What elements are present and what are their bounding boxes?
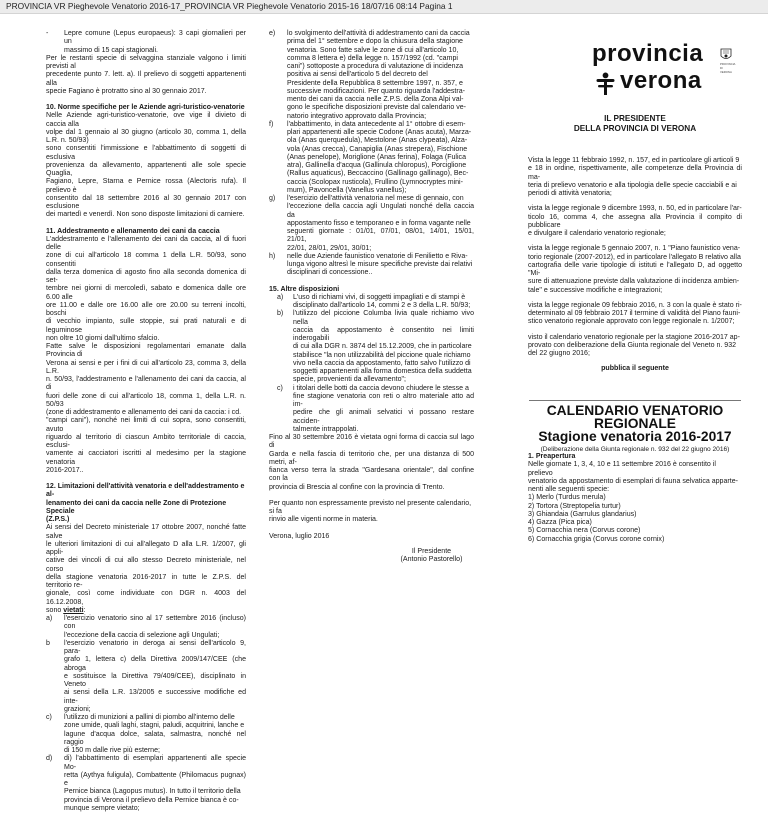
species-list-item: 1) Merlo (Turdus merula): [528, 494, 606, 502]
list-item: a) l'esercizio venatorio sino al 17 settembre 2016 (incluso) con l'eccezione della caccia di selezione agli Ungulati;: [46, 615, 246, 639]
list-item: c) l'utilizzo di munizioni a pallini di piombo all'interno delle zone umide, quali laghi, stagni, paludi, acquitrini, lanche e lagune d'acqua dolce, salata, salmastra, nonché nel raggio di 150 m dalle rive più esterne;: [46, 714, 246, 754]
species-list-item: 6) Cornacchia grigia (Corvus corone cornix): [528, 535, 665, 543]
species-list-item: 4) Gazza (Pica pica): [528, 519, 592, 526]
date-line: Verona, luglio 2016: [269, 532, 330, 540]
calendar-note: (Deliberazione della Giunta regionale n. 932 del 22 giugno 2016): [540, 446, 730, 453]
list-item: b) l'utilizzo del piccione Columba livia quale richiamo vivo nella caccia da appostamento è consentito nei limiti inderogabili di cui alla DGR n. 3874 del 15.12.2009, che in particolare stabilisce "la non utilizzabilità del piccione quale richiamo vivo nella caccia da appostamento, fatto salvo l'utilizzo di soggetti appartenenti alla forma domestica della suddetta specie, provenienti da allevamento";: [277, 310, 474, 384]
list-item: e) lo svolgimento dell'attività di addestramento cani da caccia prima del 1° settembre e dopo la chiusura della stagione venatoria. Sono fatte salve le zone di cui all'articolo 10, comma 8 lettera e) della legge n. 157/1992 (cd. "campi cani") sottoposte a procedura di valutazione di incidenza positiva ai sensi dell'articolo 5 del decreto del Presidente della Repubblica 8 settembre 1997, n. 357, e successive modificazioni. Per quanto riguarda l'addestra- mento dei cani da caccia nelle Z.P.S. della Zona Alpi val- gono le specifiche disposizioni previste dal calendario ve- natorio integrativo approvato dalla Provincia;: [269, 30, 470, 120]
list-item: d) di) l'abbattimento di esemplari appartenenti alle specie Mo- retta (Aythya fuligula), Combattente (Philomacus pugnax) e Pernice bianca (Lagopus mutus). In tutto il territorio della provincia di Verona il prelievo della Pernice bianca è co- munque sempre vietato;: [46, 755, 246, 812]
list-item: b l'esercizio venatorio in deroga ai sensi dell'articolo 9, para- grafo 1, lettera c) della Direttiva 2009/147/CEE (che abroga e sostituisce la Direttiva 79/409/CEE), disciplinato in Veneto ai sensi della L.R. 13/2005 e successive modifiche ed inte- grazioni;: [46, 639, 246, 713]
column-3: [528, 157, 742, 374]
list-item: a) L'uso di richiami vivi, di soggetti impagliati e di stampi è disciplinato dall'articolo 14, commi 2 e 3 della L.R. 50/93;: [277, 293, 471, 309]
closing-paragraph-1: Fino al 30 settembre 2016 è vietata ogni forma di caccia sul lago di Garda e nella fascia di territorio che, per una distanza di 500 metri, af- fianca verso terra la strada "Gardesana orientale", dal confine con la provincia di Brescia al confine con la provincia di Trento.: [269, 434, 474, 491]
recital: vista la legge regionale 5 gennaio 2007, n. 1 "Piano faunistico vena- torio regionale (2007-2012), ed in particolare l'allegato B relativo alla cartografia delle varie tipologie di istituti e l'allegato D, ad oggetto "Mi- sure di attenuazione previste dalla valutazione di incidenza ambien- tale" e successive modifiche e integrazioni;: [528, 245, 742, 294]
section-11-title: 11. Addestramento e allenamento dei cani da caccia: [46, 227, 220, 235]
signature: Il Presidente (Antonio Pastorello): [400, 547, 463, 564]
section-12-text: Ai sensi del Decreto ministeriale 17 ottobre 2007, nonché fatte salve le ulteriori limitazioni di cui all'allegato D alla L.R. 1/2007, gli appli- cative dei vincoli di cui allo stesso Decreto ministeriale, nel corso della stagione venatoria 2016-2017 in tutte le Z.P.S. del territorio re- gionale, così come individuate con DGR n. 4003 del 16.12.2008, sono vietati:: [46, 524, 246, 614]
recital: Vista la legge 11 febbraio 1992, n. 157, ed in particolare gli articoli 9 e 18 in ordine, rispettivamente, alle competenze della Provincia di ma- teria di prelievo venatorio e alla tipologia delle specie cacciabili e ai periodi di attività venatoria;: [528, 157, 742, 197]
recital: vista la legge regionale 09 febbraio 2016, n. 3 con la quale è stato ri- determinato al 09 febbraio 2017 il termine di validità del Piano fauni- stico venatorio regionale approvato con legge regionale n. 1/2007;: [528, 301, 742, 326]
provincia-verona-logo: [592, 38, 736, 108]
publishes-line: pubblica il seguente: [601, 365, 669, 373]
logo-caption: PROVINCIA DI VERONA: [720, 62, 736, 74]
list-item: g) l'esercizio dell'attività venatoria nel mese di gennaio, con l'eccezione della caccia agli Ungulati nonché della caccia da appostamento fisso e temporaneo e in forma vagante nelle seguenti giornate : 01/01, 07/01, 08/01, 14/01, 15/01, 21/01, 22/01, 28/01, 29/01, 30/01;: [269, 195, 474, 252]
president-heading: IL PRESIDENTE DELLA PROVINCIA DI VERONA: [573, 114, 697, 133]
pdf-header-bar: [0, 0, 768, 14]
logo-word-verona: verona: [620, 67, 702, 94]
section-15-title: 15. Altre disposizioni: [269, 285, 340, 293]
column-1: [46, 30, 246, 813]
species-list-item: 3) Ghiandaia (Garrulus glandarius): [528, 510, 637, 518]
divider: [529, 400, 741, 401]
pdf-title: PROVINCIA VR Pieghevole Venatorio 2016-17_PROVINCIA VR Pieghevole Venatorio 2015-16 18/07/16 08:14 Pagina 1: [6, 1, 453, 11]
emblem-icon: [720, 48, 732, 61]
section-12-title: 12. Limitazioni dell'attività venatoria e dell'addestramento e al- lenamento dei cani da caccia nelle Zone di Protezione Speciale (Z.P.S.): [46, 483, 245, 523]
recital: visto il calendario venatorio regionale per la stagione 2016-2017 ap- provato con deliberazione della Giunta regionale del Veneto n. 932 del 22 giugno 2016;: [528, 333, 740, 357]
section-10-text: Nelle Aziende agri-turistico-venatorie, ove vige il divieto di caccia alla volpe dal 1 gennaio al 30 giugno (articolo 30, comma 1, della L.R. n. 50/93) sono consentiti l'immissione e l'abbattimento di soggetti di esclusiva provenienza da allevamento, appartenenti alle sole specie Quaglia, Fagiano, Lepre, Starna e Pernice rossa (Alectoris rufa). Il prelievo è consentito dal 18 settembre 2016 al 30 gennaio 2017 con esclusione dei martedì e venerdì. Non sono disposte limitazioni di carniere.: [46, 112, 246, 219]
list-item: f) l'abbattimento, in data antecedente al 1° ottobre di esem- plari appartenenti alle specie Codone (Anas acuta), Marza- ola (Anas querquedula), Mestolone (Anas clypeata), Alza- vola (Anas crecca), Canapiglia (Anas strepera), Fischione (Anas penelope), Moriglione (Anas ferina), Folaga (Fulica atra), Gallinella d'acqua (Gallinula chloropus), Porciglione (Rallus aquaticus), Beccaccino (Gallinago gallinago), Bec- caccia (Scolopax rusticola), Frullino (Lymnocryptes mini- mum), Pavoncella (Vanellus vanellus);: [269, 120, 472, 194]
section-10-title: 10. Norme specifiche per le Aziende agri-turistico-venatorie: [46, 104, 245, 111]
species-list-item: 5) Cornacchia nera (Corvus corone): [528, 527, 641, 535]
section-1-text: Nelle giornate 1, 3, 4, 10 e 11 settembre 2016 è consentito il prelievo venatorio da appostamento di esemplari di fauna selvatica apparte- nenti alle seguenti specie:: [528, 461, 738, 493]
calendar-title: CALENDARIO VENATORIO REGIONALE: [546, 403, 724, 431]
closing-paragraph-2: Per quanto non espressamente previsto nel presente calendario, si fa rinvio alle vigenti norme in materia.: [269, 499, 472, 524]
section-1-title: 1. Preapertura: [528, 453, 576, 460]
list-item: h) nelle due Aziende faunistico venatorie di Fenilietto e Riva- lunga vigono altresì le misure specifiche previste dai relativi disciplinari di concessione..: [269, 252, 473, 277]
fleur-cross-icon: [595, 72, 616, 95]
section-11-text: L'addestramento e l'allenamento dei cani da caccia, al di fuori delle zone di cui all'articolo 18 comma 1 della L.R. 50/93, sono consentiti dalla terza domenica di agosto fino alla seconda domenica di set- tembre nei giorni di mercoledì, sabato e domenica dalle ore 6.00 alle ore 11.00 e dalle ore 16.00 alle ore 20.00 su terreni incolti, boschi di vecchio impianto, sulle stoppie, sui prati naturali e di leguminose non oltre 10 giorni dall'ultimo sfalcio. Fatte salve le disposizioni regolamentari emanate dalla Provincia di Verona ai sensi e per i fini di cui all'articolo 23, comma 3, della L.R. n. 50/93, l'addestramento e l'allenamento dei cani da caccia, al di fuori delle zone di cui all'articolo 18, comma 1, della L.R. n. 50/93 (zone di addestramento e allenamento dei cani da caccia: i cd. "campi cani"), nonché nei limiti di cui sopra, sono consentiti, avuto riguardo al territorio di ciascun Ambito territoriale di caccia, esclusi- vamente ai cacciatori iscritti al medesimo per la stagione venatoria 2016-2017..: [46, 235, 246, 474]
species-list-item: 2) Tortora (Streptopelia turtur): [528, 502, 621, 510]
intro-item: Lepre comune (Lepus europaeus): 3 capi giornalieri per un massimo di 15 capi stagionali.: [64, 30, 246, 54]
column-2: [269, 30, 474, 571]
section-1: [528, 453, 742, 544]
logo-word-provincia: provincia: [592, 40, 704, 67]
calendar-subtitle: Stagione venatoria 2016-2017: [538, 429, 732, 444]
recital: vista la legge regionale 9 dicembre 1993, n. 50, ed in particolare l'ar- ticolo 16, comma 4, che assegna alla Provincia il compito di pubblicare e divulgare il calendario venatorio regionale;: [528, 205, 742, 237]
list-item: - Lepre comune (Lepus europaeus): 3 capi giornalieri per un massimo di 15 capi stagionali.: [46, 30, 246, 54]
calendar-title-block: [528, 404, 742, 453]
list-item: c) i titolari delle botti da caccia devono chiudere le stesse a fine stagione venatoria con reti o altro materiale atto ad im- pedire che gli animali selvatici vi possano restare acciden- talmente intrappolati.: [277, 384, 474, 433]
intro-paragraph: Per le restanti specie di selvaggina stanziale valgono i limiti previsti al precedente punto 7. lett. a). Il prelievo di soggetti appartenenti alla specie Fagiano è protratto sino al 30 gennaio 2017.: [46, 54, 246, 95]
